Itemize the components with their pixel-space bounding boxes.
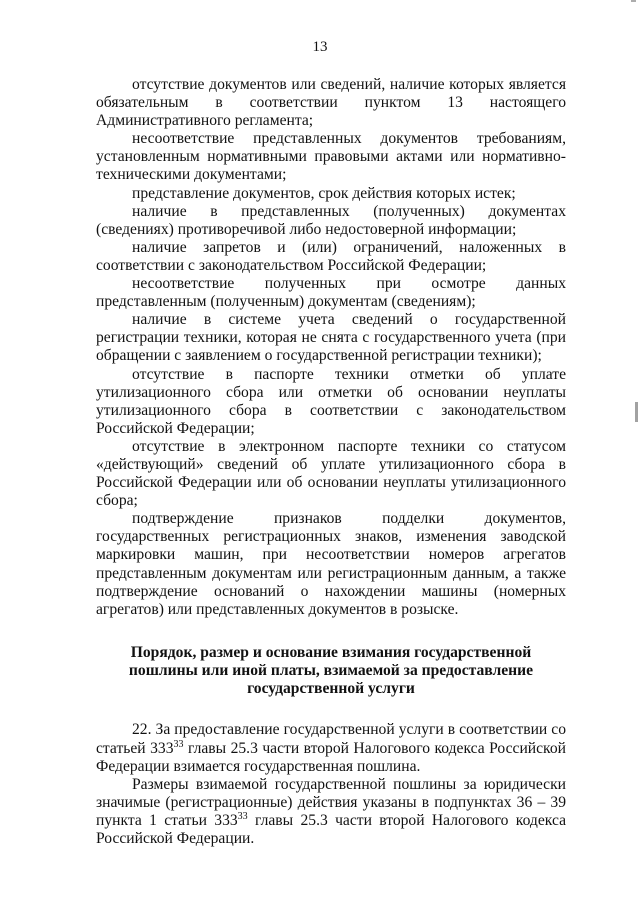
scan-edge-mark <box>635 402 638 422</box>
paragraph-22-text-end: главы 25.3 части второй Налогового кодекса Российской Федерации взимается государственная пошлина. <box>96 739 566 775</box>
scan-corner-mark <box>631 0 636 2</box>
list-item: подтверждение признаков подделки документов, государственных регистрационных знаков, изменения заводской маркировки машин, при несоответствии номеров агрегатов представленным документам или регистрационным данным, а также подтверждение оснований о нахождении машины (номерных агрегатов) или представленных документов в розыске. <box>96 510 566 618</box>
paragraph-22 <box>96 721 566 775</box>
list-item: наличие в представленных (полученных) документах (сведениях) противоречивой либо недостоверной информации; <box>96 202 566 238</box>
list-item: отсутствие в паспорте техники отметки об уплате утилизационного сбора или отметки об основании неуплаты утилизационного сбора в соответствии с законодательством Российской Федерации; <box>96 365 566 437</box>
list-item: отсутствие документов или сведений, наличие которых является обязательным в соответствии пунктом 13 настоящего Административного регламента; <box>96 76 566 130</box>
document-body <box>96 76 566 848</box>
list-item: несоответствие представленных документов требованиям, установленным нормативными правовыми актами или нормативно-техническими документами; <box>96 130 566 184</box>
page-number: 13 <box>312 39 328 55</box>
fee-sizes-text-end: главы 25.3 части второй Налогового кодекса Российской Федерации. <box>96 811 566 847</box>
list-item: наличие в системе учета сведений о государственной регистрации техники, которая не снята с государственного учета (при обращении с заявлением о государственной регистрации техники); <box>96 311 566 365</box>
paragraph-fee-sizes <box>96 776 566 848</box>
article-superscript: 33 <box>173 738 184 750</box>
paragraph-22-text: 22. За предоставление государственной услуги в соответствии со статьей 333 <box>96 721 566 757</box>
list-item: несоответствие полученных при осмотре данных представленным (полученным) документам (сведениям); <box>96 275 566 311</box>
list-item: отсутствие в электронном паспорте техники со статусом «действующий» сведений об уплате утилизационного сбора в Российской Федерации или об основании неуплаты утилизационного сбора; <box>96 437 566 510</box>
fee-sizes-text: Размеры взимаемой государственной пошлины за юридически значимые (регистрационные) действия указаны в подпунктах 36 – 39 пункта 1 статьи 333 <box>96 775 566 829</box>
list-item: наличие запретов и (или) ограничений, наложенных в соответствии с законодательством Российской Федерации; <box>96 238 566 274</box>
list-item: представление документов, срок действия которых истек; <box>132 184 516 202</box>
article-superscript: 33 <box>237 810 248 822</box>
section-heading: Порядок, размер и основание взимания государственной пошлины или иной платы, взимаемой за предоставление государственной услуги <box>128 643 534 698</box>
